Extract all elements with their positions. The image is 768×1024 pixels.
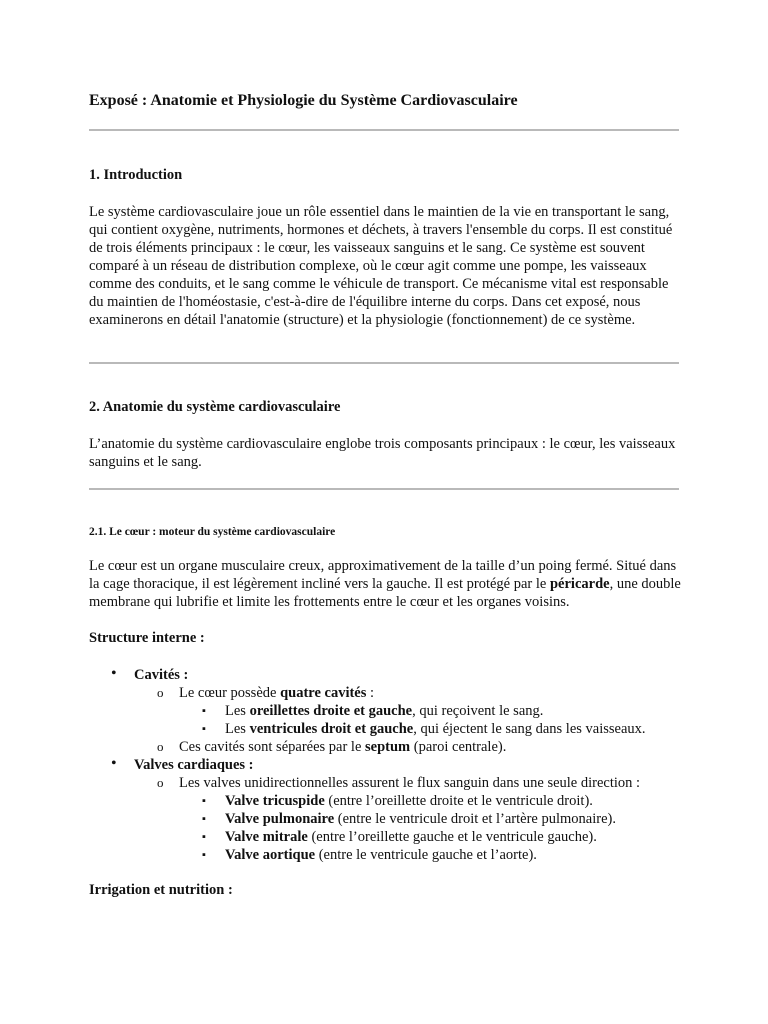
anatomy-paragraph: L’anatomie du système cardiovasculaire englobe trois composants principaux : le cœur, les vaisseaux sanguins et le sang. <box>89 436 676 470</box>
valve-item: Valve aortique (entre le ventricule gauche et l’aorte). <box>225 847 537 863</box>
bullet-circle: o <box>157 739 164 754</box>
bullet-square: ▪ <box>202 723 206 735</box>
irrigation-heading: Irrigation et nutrition : <box>89 882 233 898</box>
bullet-disc: • <box>111 755 117 772</box>
anatomy-heading: 2. Anatomie du système cardiovasculaire <box>89 399 341 415</box>
valve-item: Valve mitrale (entre l’oreillette gauche et le ventricule gauche). <box>225 829 597 845</box>
bullet-square: ▪ <box>202 849 206 861</box>
bullet-circle: o <box>157 685 164 700</box>
valve-item: Valve pulmonaire (entre le ventricule droit et l’artère pulmonaire). <box>225 811 616 827</box>
bullet-disc: • <box>111 665 117 682</box>
cavities-item: Cavités : <box>134 667 189 683</box>
bullet-square: ▪ <box>202 795 206 807</box>
document-title: Exposé : Anatomie et Physiologie du Système Cardiovasculaire <box>89 92 518 109</box>
valve-item: Valve tricuspide (entre l’oreillette droite et le ventricule droit). <box>225 793 593 809</box>
bullet-circle: o <box>157 775 164 790</box>
bullet-square: ▪ <box>202 705 206 717</box>
bullet-square: ▪ <box>202 831 206 843</box>
septum-line: Ces cavités sont séparées par le septum (paroi centrale). <box>179 739 507 755</box>
structure-heading: Structure interne : <box>89 630 205 646</box>
separator <box>89 129 679 131</box>
heart-heading: 2.1. Le cœur : moteur du système cardiovasculaire <box>89 526 336 538</box>
separator <box>89 362 679 364</box>
valves-item: Valves cardiaques : <box>134 757 254 773</box>
intro-paragraph: Le système cardiovasculaire joue un rôle essentiel dans le maintien de la vie en transportant le sang, qui contient oxygène, nutriments, hormones et déchets, à travers l'ensemble du corps. Il est constitué de trois éléments principaux : le cœur, les vaisseaux sanguins et le sang. Ce système est souvent comparé à un réseau de distribution complexe, où le cœur agit comme une pompe, les vaisseaux comme des conduits, et le sang comme le véhicule de transport. Ce mécanisme vital est responsable du maintien de l'homéostasie, c'est-à-dire de l'équilibre interne du corps. Dans cet exposé, nous examinerons en détail l'anatomie (structure) et la physiologie (fonctionnement) de ce système. <box>89 204 673 328</box>
cavities-line: Le cœur possède quatre cavités : <box>179 685 375 701</box>
valves-intro: Les valves unidirectionnelles assurent le flux sanguin dans une seule direction : <box>179 775 641 791</box>
separator <box>89 488 679 490</box>
pericarde-term: péricarde <box>549 576 610 592</box>
heart-paragraph: Le cœur est un organe musculaire creux, approximativement de la taille d’un poing fermé. Situé dans la cage thoracique, il est légèrement incliné vers la gauche. Il est protégé par le péricarde, une double membrane qui lubrifie et limite les frottements entre le cœur et les organes voisins. <box>89 558 681 610</box>
bullet-square: ▪ <box>202 813 206 825</box>
intro-heading: 1. Introduction <box>89 167 183 183</box>
ventricules-item: Les ventricules droit et gauche, qui éjectent le sang dans les vaisseaux. <box>225 721 646 737</box>
oreillettes-item: Les oreillettes droite et gauche, qui reçoivent le sang. <box>225 703 544 719</box>
